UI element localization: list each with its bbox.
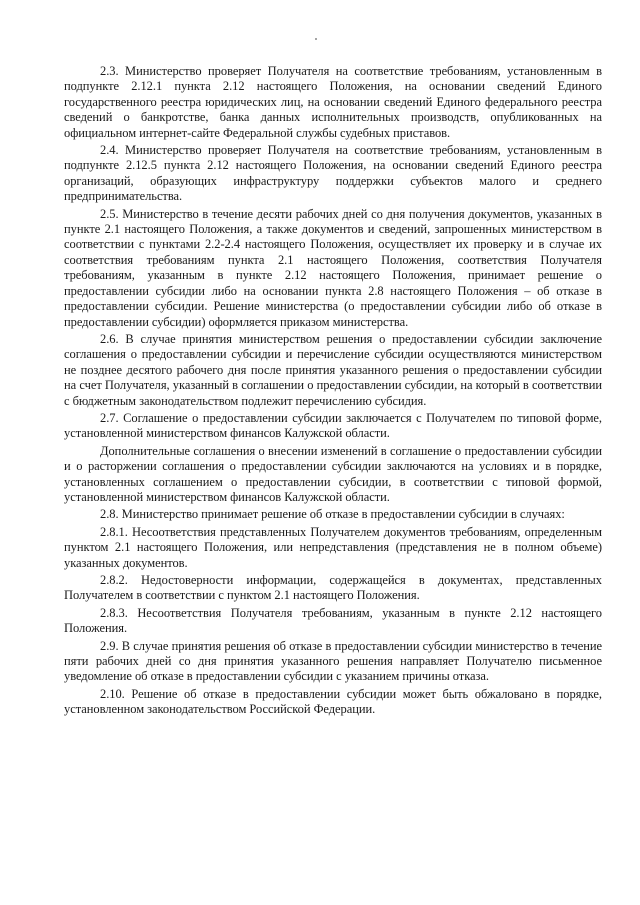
scan-dot <box>315 38 317 40</box>
paragraph-2-8-1: 2.8.1. Несоответствия представленных Получателем документов требованиям, определенным пунктом 2.1 настоящего Положения, или непредставления (представления не в полном объеме) указанных документов. <box>64 524 602 570</box>
paragraph-2-5: 2.5. Министерство в течение десяти рабочих дней со дня получения документов, указанных в пункте 2.1 настоящего Положения, а также документов и сведений, запрошенных министерством в соответствии с пунктами 2.2-2.4 настоящего Положения, осуществляет их проверку и в случае их соответствия требованиям пункта 2.1 настоящего Положения, соответствия Получателя требованиям, указанным в пункте 2.12 настоящего Положения, принимает решение о предоставлении субсидии либо на основании пункта 2.8 настоящего Положения – об отказе в предоставлении субсидии. Решение министерства (о предоставлении субсидии либо об отказе в предоставлении субсидии) оформляется приказом министерства. <box>64 206 602 329</box>
paragraph-2-7-additional: Дополнительные соглашения о внесении изменений в соглашение о предоставлении субсидии и о расторжении соглашения о предоставлении субсидии заключаются на условиях и в порядке, установленных соглашением о предоставлении субсидии, в соответствии с типовой формой, установленной министерством финансов Калужской области. <box>64 443 602 504</box>
document-page <box>64 64 602 854</box>
paragraph-2-7: 2.7. Соглашение о предоставлении субсидии заключается с Получателем по типовой форме, установленной министерством финансов Калужской области. <box>64 410 602 441</box>
paragraph-2-9: 2.9. В случае принятия решения об отказе в предоставлении субсидии министерство в течение пяти рабочих дней со дня принятия указанного решения направляет Получателю письменное уведомление об отказе в предоставлении субсидии с указанием причины отказа. <box>64 638 602 684</box>
paragraph-2-10: 2.10. Решение об отказе в предоставлении субсидии может быть обжаловано в порядке, установленном законодательством Российской Федерации. <box>64 686 602 717</box>
paragraph-2-8-3: 2.8.3. Несоответствия Получателя требованиям, указанным в пункте 2.12 настоящего Положения. <box>64 605 602 636</box>
paragraph-2-8: 2.8. Министерство принимает решение об отказе в предоставлении субсидии в случаях: <box>100 507 565 522</box>
paragraph-2-3: 2.3. Министерство проверяет Получателя на соответствие требованиям, установленным в подпункте 2.12.1 пункта 2.12 настоящего Положения, на основании сведений Единого государственного реестра юридических лиц, на основании сведений Единого федерального реестра сведений о банкротстве, банка данных исполнительных производств, опубликованных на официальном интернет-сайте Федеральной службы судебных приставов. <box>64 64 602 140</box>
paragraph-2-4: 2.4. Министерство проверяет Получателя на соответствие требованиям, установленным в подпункте 2.12.5 пункта 2.12 настоящего Положения, на основании сведений Единого реестра организаций, образующих инфраструктуру поддержки субъектов малого и среднего предпринимательства. <box>64 143 602 204</box>
paragraph-2-8-2: 2.8.2. Недостоверности информации, содержащейся в документах, представленных Получателем в соответствии с пунктом 2.1 настоящего Положения. <box>64 573 602 603</box>
paragraph-2-6: 2.6. В случае принятия министерством решения о предоставлении субсидии заключение соглашения о предоставлении субсидии и перечисление субсидии осуществляются министерством не позднее десятого рабочего дня после принятия указанного решения о предоставлении субсидии на счет Получателя, указанный в соглашении о предоставлении субсидии, на который в соответствии с бюджетным законодательством подлежит перечислению субсидия. <box>64 331 602 408</box>
